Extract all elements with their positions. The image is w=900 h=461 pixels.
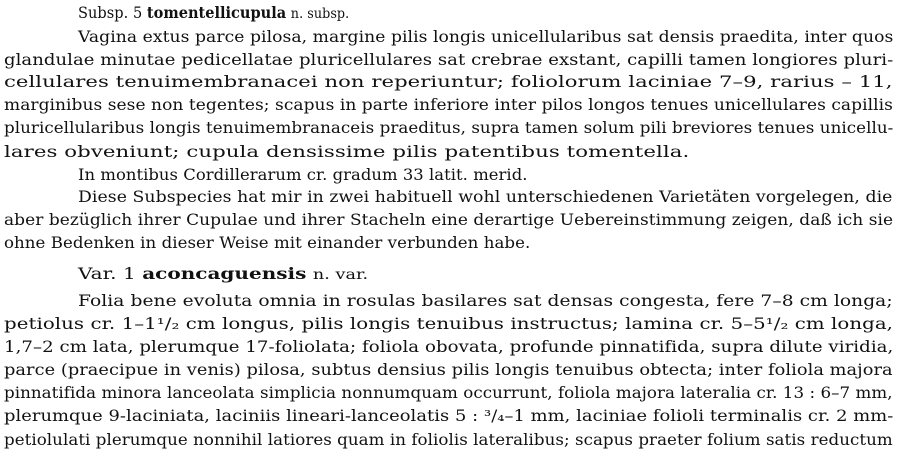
subspecies-prefix: Subsp. 5 [78,4,143,22]
subspecies-name: tomentellicupula [146,4,287,22]
variety-line-7: petiolulati plerumque nonnihil latiores quam in foliolis lateralibus; scapus praeter folium satis reductum [4,431,893,449]
subspecies-suffix: n. subsp. [290,6,350,22]
variety-line-1: Folia bene evoluta omnia in rosulas basilares sat densas congesta, fere 7–8 cm longa; [78,292,893,310]
subspecies-heading [78,2,349,24]
subspecies-line-4: marginibus sese non tegentes; scapus in parte inferiore inter pilos longos tenues unicellulares capillis [4,96,893,114]
subspecies-note-line-1: Diese Subspecies hat mir in zwei habituell wohl unterschiedenen Varietäten vorgelegen, die [78,188,893,206]
variety-name: aconcaguensis [142,265,307,283]
subspecies-line-3: cellulares tenuimembranacei non reperiuntur; foliolorum laciniae 7–9, rarius – 11, [4,73,893,91]
variety-line-2: petiolus cr. 1–1¹/₂ cm longus, pilis longis tenuibus instructus; lamina cr. 5–5¹/₂ cm longa, [4,315,894,333]
subspecies-line-5: pluricellularibus longis tenuimembranaceis praeditus, supra tamen solum pili breviores tenues unicellu- [4,119,894,137]
variety-line-4: parce (praecipue in venis) pilosa, subtus densius pilis longis tenuibus obtecta; inter foliola majora [4,361,893,379]
variety-line-5: pinnatifida minora lanceolata simplicia nonnumquam occurrunt, foliola majora lateralia cr. 13 : 6–7 mm, [4,384,893,402]
subspecies-note-line-2: aber bezüglich ihrer Cupulae und ihrer Stacheln eine derartige Uebereinstimmung zeigen, daß ich sie [4,211,894,229]
subspecies-line-1: Vagina extus parce pilosa, margine pilis longis unicellularibus sat densis praedita, inter quos [78,28,894,46]
variety-suffix: n. var. [312,267,369,283]
subspecies-note-line-3: ohne Bedenken in dieser Weise mit einander verbunden habe. [4,234,531,252]
variety-line-6: plerumque 9-laciniata, laciniis lineari-lanceolatis 5 : ³/₄–1 mm, laciniae folioli terminalis cr. 2 mm- [4,407,894,425]
subspecies-line-6: lares obveniunt; cupula densissime pilis patentibus tomentella. [4,143,690,161]
subspecies-line-2: glandulae minutae pedicellatae pluricellulares sat crebrae exstant, capilli tamen longiores pluri- [4,51,894,69]
variety-prefix: Var. 1 [78,265,136,283]
variety-line-3: 1,7–2 cm lata, plerumque 17-foliolata; foliola obovata, profunde pinnatifida, supra dilute viridia, [4,338,894,356]
variety-heading [78,263,368,285]
subspecies-locality: In montibus Cordillerarum cr. gradum 33 latit. merid. [78,166,528,184]
